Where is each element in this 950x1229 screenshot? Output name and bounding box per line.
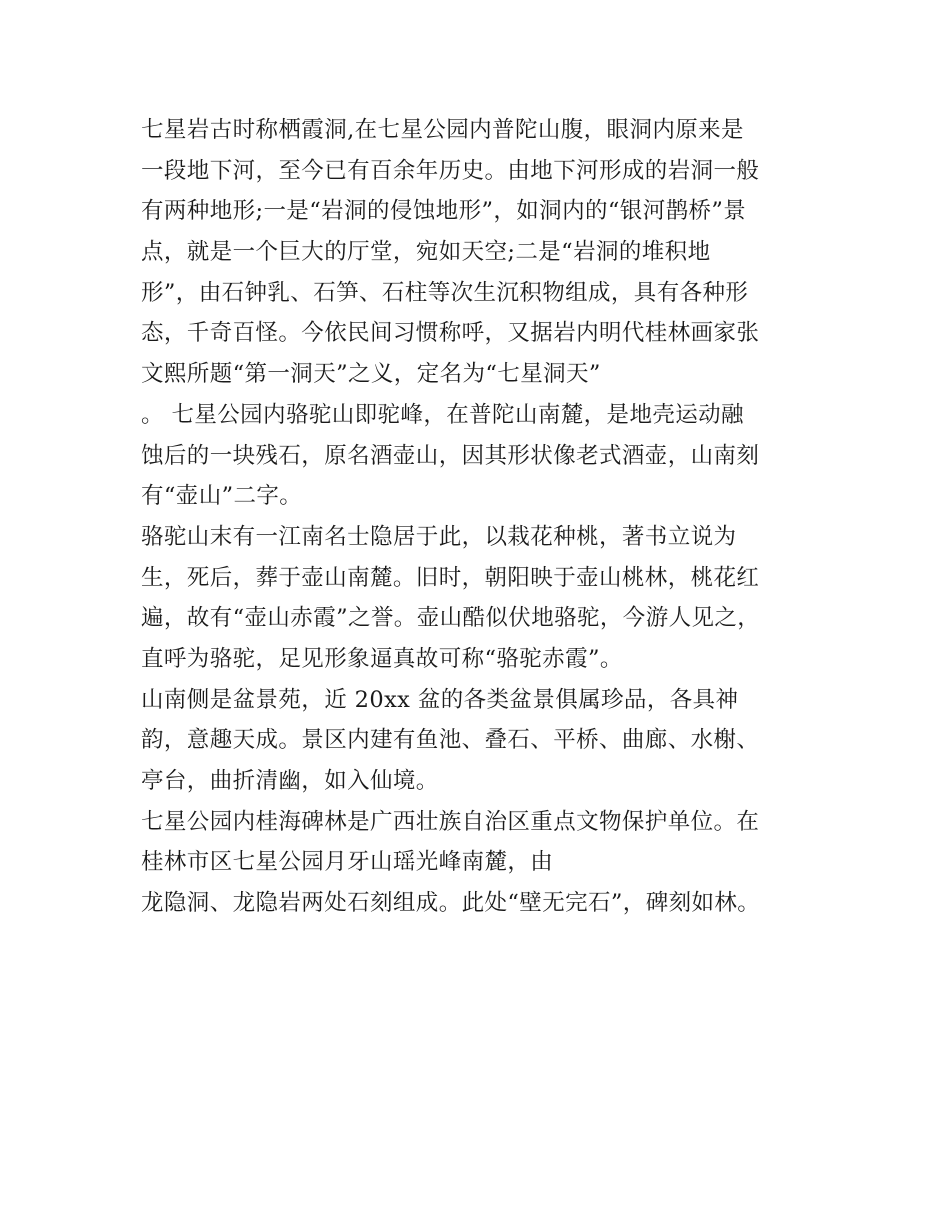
text-line: 文熙所题“第一洞天”之义，定名为“七星洞天” [141, 361, 601, 388]
text-line: 亭台，曲折清幽，如入仙境。 [141, 768, 439, 794]
text-line: 蚀后的一块残石，原名酒壶山，因其形状像老式酒壶，山南刻 [141, 442, 760, 469]
text-line: 桂林市区七星公园月牙山瑶光峰南麓，由 [141, 849, 554, 876]
body-text [141, 110, 831, 924]
text-line: 七星公园内桂海碑林是广西壮族自治区重点文物保护单位。在 [141, 808, 760, 835]
text-line: 七星岩古时称栖霞洞,在七星公园内普陀山腹，眼洞内原来是 [141, 117, 744, 143]
text-line: 态，千奇百怪。今依民间习惯称呼，又据岩内明代桂林画家张 [141, 320, 760, 347]
text-line: 生，死后，葬于壶山南麓。旧时，朝阳映于壶山桃林，桃花红 [141, 564, 760, 591]
text-line: 有“壶山”二字。 [141, 483, 303, 510]
text-line: 有两种地形;一是“岩洞的侵蚀地形”，如洞内的“银河鹊桥”景 [141, 198, 747, 225]
text-line: 。 七星公园内骆驼山即驼峰，在普陀山南麓，是地壳运动融 [141, 401, 744, 428]
text-line: 直呼为骆驼，足见形象逼真故可称“骆驼赤霞”。 [141, 645, 623, 672]
text-line: 遍，故有“壶山赤霞”之誉。壶山酷似伏地骆驼，今游人见之， [141, 605, 761, 632]
text-line: 点，就是一个巨大的厅堂，宛如天空;二是“岩洞的堆积地 [141, 239, 711, 266]
text-line: 韵，意趣天成。景区内建有鱼池、叠石、平桥、曲廊、水榭、 [141, 727, 760, 754]
text-line: 骆驼山末有一江南名士隐居于此，以栽花种桃，著书立说为 [141, 523, 737, 550]
text-line: 形”，由石钟乳、石笋、石柱等次生沉积物组成，具有各种形 [141, 279, 749, 306]
text-line: 龙隐洞、龙隐岩两处石刻组成。此处“壁无完石”，碑刻如林。 [141, 890, 761, 917]
text-line: 山南侧是盆景苑，近 20xx 盆的各类盆景俱属珍品，各具神 [141, 686, 739, 713]
text-line: 一段地下河，至今已有百余年历史。由地下河形成的岩洞一般 [141, 157, 760, 184]
